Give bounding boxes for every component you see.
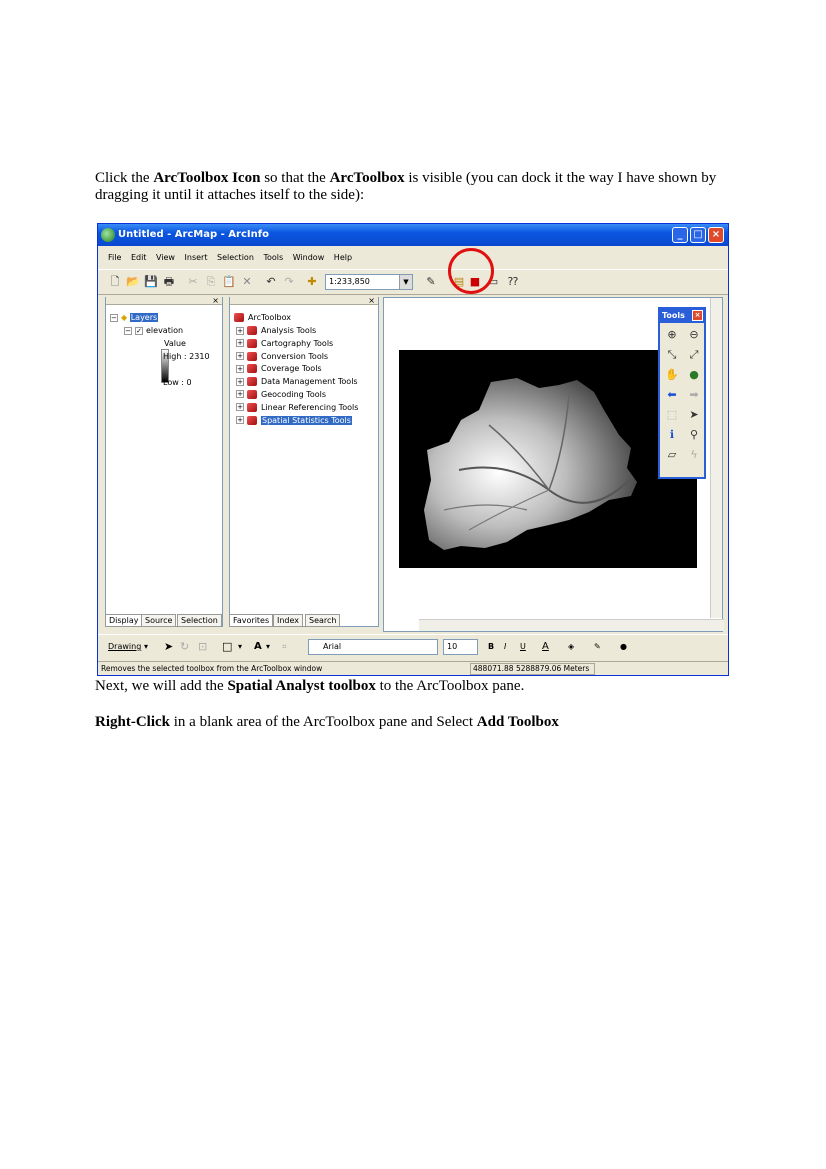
toolbox-item[interactable]: [236, 389, 358, 402]
pan-icon[interactable]: ✋: [665, 368, 679, 381]
drawing-menu[interactable]: Drawing: [108, 642, 142, 651]
close-icon[interactable]: ×: [692, 310, 703, 321]
toolbox-item[interactable]: [236, 376, 358, 389]
tools-toolbar-window: [658, 307, 706, 479]
arctoolbox-tabs: [229, 614, 379, 628]
font-size-value: 10: [447, 642, 458, 651]
intro-text-2: so that the: [260, 170, 330, 186]
menu-insert[interactable]: Insert: [184, 253, 208, 262]
menu-window[interactable]: Window: [292, 253, 325, 262]
layers-icon: ◆: [121, 313, 128, 322]
toolbox-label-selected[interactable]: Spatial Statistics Tools: [262, 415, 351, 425]
expand-icon[interactable]: +: [237, 416, 243, 425]
underline-icon[interactable]: U: [520, 642, 526, 651]
toolbox-icon: [247, 339, 257, 348]
paste-icon[interactable]: 📋: [222, 275, 236, 288]
toolbox-item[interactable]: [236, 338, 358, 351]
arcmap-globe-icon: [101, 228, 115, 242]
select-features-icon[interactable]: ⬚: [666, 408, 678, 421]
font-size-field[interactable]: [443, 639, 478, 655]
toolbox-icon: [247, 364, 257, 373]
cut-icon[interactable]: ✂: [188, 275, 198, 288]
toolbox-item[interactable]: [236, 351, 358, 364]
rotate-icon[interactable]: ↻: [180, 640, 190, 653]
tab-favorites[interactable]: Favorites: [229, 614, 273, 627]
checkbox-icon[interactable]: ✓: [136, 326, 142, 335]
toolbox-icon: [247, 390, 257, 399]
edit-vertices-icon[interactable]: ⌗: [282, 642, 287, 651]
expand-icon[interactable]: +: [237, 377, 243, 386]
toolbox-icon: [247, 326, 257, 335]
rightclick-bold-1: Right-Click: [95, 714, 170, 730]
collapse-icon[interactable]: −: [111, 313, 117, 322]
tab-source[interactable]: Source: [141, 614, 176, 627]
toolbox-label[interactable]: Geocoding Tools: [261, 389, 327, 399]
status-coordinates: 488071.88 5288879.06 Meters: [470, 663, 595, 675]
rectangle-icon[interactable]: □: [222, 640, 233, 653]
toc-field-label: Value: [164, 339, 186, 348]
toolbox-label[interactable]: Cartography Tools: [261, 338, 334, 348]
toolbox-icon: [247, 352, 257, 361]
command-line-icon[interactable]: ▭: [487, 275, 499, 288]
open-icon[interactable]: 📂: [126, 275, 140, 288]
minimize-button[interactable]: _: [672, 227, 688, 243]
tab-selection[interactable]: Selection: [177, 614, 222, 627]
vertical-scrollbar[interactable]: [710, 298, 722, 618]
toolbox-label[interactable]: Analysis Tools: [261, 326, 317, 335]
menu-selection[interactable]: Selection: [217, 253, 254, 262]
hyperlink-icon[interactable]: ϟ: [690, 448, 698, 461]
print-icon[interactable]: 🖶: [163, 275, 175, 288]
title-bar[interactable]: [98, 224, 728, 246]
redo-icon[interactable]: ↷: [284, 275, 294, 288]
menu-view[interactable]: View: [155, 253, 175, 262]
find-icon[interactable]: ⚲: [689, 428, 699, 441]
font-name-field[interactable]: [308, 639, 438, 655]
identify-icon[interactable]: ℹ: [669, 428, 675, 441]
select-elements-icon[interactable]: ➤: [164, 640, 174, 653]
window-title: Untitled - ArcMap - ArcInfo: [118, 229, 269, 240]
toc-high-label: High : 2310: [163, 352, 210, 361]
toolbox-icon: [247, 403, 257, 412]
highlight-circle: [448, 248, 494, 294]
add-data-icon[interactable]: ✚: [307, 275, 317, 288]
toc-tabs: [105, 614, 223, 628]
zoom-out-icon[interactable]: ⊖: [689, 328, 699, 341]
toolbox-label[interactable]: Data Management Tools: [261, 377, 358, 387]
marker-color-icon[interactable]: ●: [620, 642, 627, 651]
arctoolbox-icon: [234, 313, 244, 322]
full-extent-icon[interactable]: ●: [689, 368, 699, 381]
drawing-toolbar: [98, 634, 728, 658]
intro-text-1: Click the: [95, 170, 154, 186]
toolbox-icon: [247, 377, 257, 386]
arcmap-window: [97, 223, 729, 676]
arctoolbox-pane[interactable]: [229, 297, 379, 627]
expand-icon[interactable]: +: [237, 326, 243, 335]
delete-icon[interactable]: ✕: [242, 275, 252, 288]
menu-tools[interactable]: Tools: [263, 253, 284, 262]
toolbox-list: [236, 325, 358, 427]
standard-toolbar: [98, 269, 728, 295]
toolbox-item[interactable]: [236, 363, 358, 376]
back-extent-icon[interactable]: ⬅: [667, 388, 677, 401]
save-icon[interactable]: 💾: [144, 275, 158, 288]
next-bold-1: Spatial Analyst toolbox: [227, 678, 376, 694]
forward-extent-icon[interactable]: ➡: [689, 388, 699, 401]
toolbox-label[interactable]: Linear Referencing Tools: [261, 402, 359, 412]
menu-edit[interactable]: Edit: [130, 253, 147, 262]
arctoolbox-root-row[interactable]: [234, 312, 291, 325]
table-of-contents-pane: [105, 297, 223, 627]
menu-help[interactable]: Help: [333, 253, 353, 262]
pane-close-icon[interactable]: ×: [106, 297, 222, 305]
whats-this-icon[interactable]: ⁇: [507, 275, 519, 288]
close-button[interactable]: ×: [708, 227, 724, 243]
font-name-value: Arial: [323, 642, 342, 651]
rightclick-paragraph: [95, 714, 735, 731]
next-text-1: Next, we will add the: [95, 678, 228, 694]
new-document-icon[interactable]: 🗋: [110, 275, 120, 288]
zoom-in-icon[interactable]: ⊕: [667, 328, 677, 341]
toolbox-icon: [247, 416, 257, 425]
arccatalog-icon[interactable]: ▤: [453, 275, 465, 288]
toolbox-item[interactable]: [236, 402, 358, 415]
toolbox-item[interactable]: [236, 415, 358, 428]
expand-icon[interactable]: +: [237, 403, 243, 412]
bold-icon[interactable]: B: [488, 642, 495, 651]
line-color-icon[interactable]: ✎: [594, 642, 601, 651]
map-scale-value: 1:233,850: [329, 277, 370, 286]
text-icon[interactable]: A: [254, 641, 262, 652]
tab-index[interactable]: Index: [273, 614, 303, 627]
status-bar: [98, 661, 728, 675]
expand-icon[interactable]: +: [237, 339, 243, 348]
zoom-to-selected-icon[interactable]: ⊡: [198, 640, 208, 653]
intro-bold-2: ArcToolbox: [329, 170, 405, 186]
menu-bar: [98, 248, 728, 268]
pane-close-icon[interactable]: ×: [230, 297, 378, 305]
map-scale-field[interactable]: [325, 274, 413, 290]
elevation-raster-image: [399, 350, 697, 568]
dem-graphic: [399, 350, 697, 568]
collapse-icon[interactable]: −: [125, 326, 131, 335]
menu-file[interactable]: File: [108, 253, 122, 262]
toolbox-label[interactable]: Coverage Tools: [261, 364, 322, 374]
intro-text-3: is visible (you can dock it the way I have shown by dragging it until it attaches itself to the side):: [95, 170, 717, 203]
toolbox-item[interactable]: [236, 325, 358, 338]
copy-icon[interactable]: ⎘: [206, 275, 216, 288]
tools-title: Tools: [662, 311, 685, 320]
font-color-icon[interactable]: A: [542, 641, 549, 652]
status-message: Removes the selected toolbox from the ArcToolbox window: [101, 664, 323, 673]
chevron-down-icon[interactable]: ▾: [266, 642, 271, 651]
toc-low-label: Low : 0: [163, 378, 192, 387]
expand-icon[interactable]: +: [237, 352, 243, 361]
next-text-2: to the ArcToolbox pane.: [375, 678, 525, 694]
editor-icon[interactable]: ✎: [426, 275, 436, 288]
toc-layer-row[interactable]: [124, 325, 183, 338]
tab-display[interactable]: Display: [105, 614, 143, 627]
toolbox-label[interactable]: Conversion Tools: [261, 351, 329, 361]
fixed-zoom-out-icon[interactable]: ⤢: [689, 348, 699, 361]
arctoolbox-root-label[interactable]: ArcToolbox: [248, 313, 291, 322]
rightclick-text-1: in a blank area of the ArcToolbox pane and Select: [170, 714, 477, 730]
toc-layer-label[interactable]: elevation: [146, 326, 184, 335]
undo-icon[interactable]: ↶: [266, 275, 276, 288]
chevron-down-icon[interactable]: ▼: [399, 275, 412, 289]
expand-icon[interactable]: +: [237, 390, 243, 399]
maximize-button[interactable]: □: [690, 227, 706, 243]
tab-search[interactable]: Search: [305, 614, 340, 627]
measure-icon[interactable]: ⏥: [667, 448, 677, 461]
arctoolbox-icon[interactable]: ■: [469, 275, 481, 288]
rightclick-bold-2: Add Toolbox: [476, 714, 559, 730]
select-elements-icon[interactable]: ➤: [689, 408, 699, 421]
expand-icon[interactable]: +: [237, 364, 243, 373]
toc-root-label[interactable]: Layers: [130, 313, 158, 322]
chevron-down-icon[interactable]: ▾: [144, 642, 149, 651]
intro-bold-1: ArcToolbox Icon: [153, 170, 261, 186]
horizontal-scrollbar[interactable]: [419, 619, 724, 631]
fill-color-icon[interactable]: ◈: [568, 642, 575, 651]
intro-paragraph: [95, 170, 735, 204]
next-paragraph: [95, 678, 735, 695]
italic-icon[interactable]: I: [504, 642, 507, 651]
toc-root-row[interactable]: [110, 312, 158, 325]
tools-title-bar[interactable]: [660, 309, 704, 323]
fixed-zoom-in-icon[interactable]: ⤡: [667, 348, 677, 361]
chevron-down-icon[interactable]: ▾: [238, 642, 243, 651]
